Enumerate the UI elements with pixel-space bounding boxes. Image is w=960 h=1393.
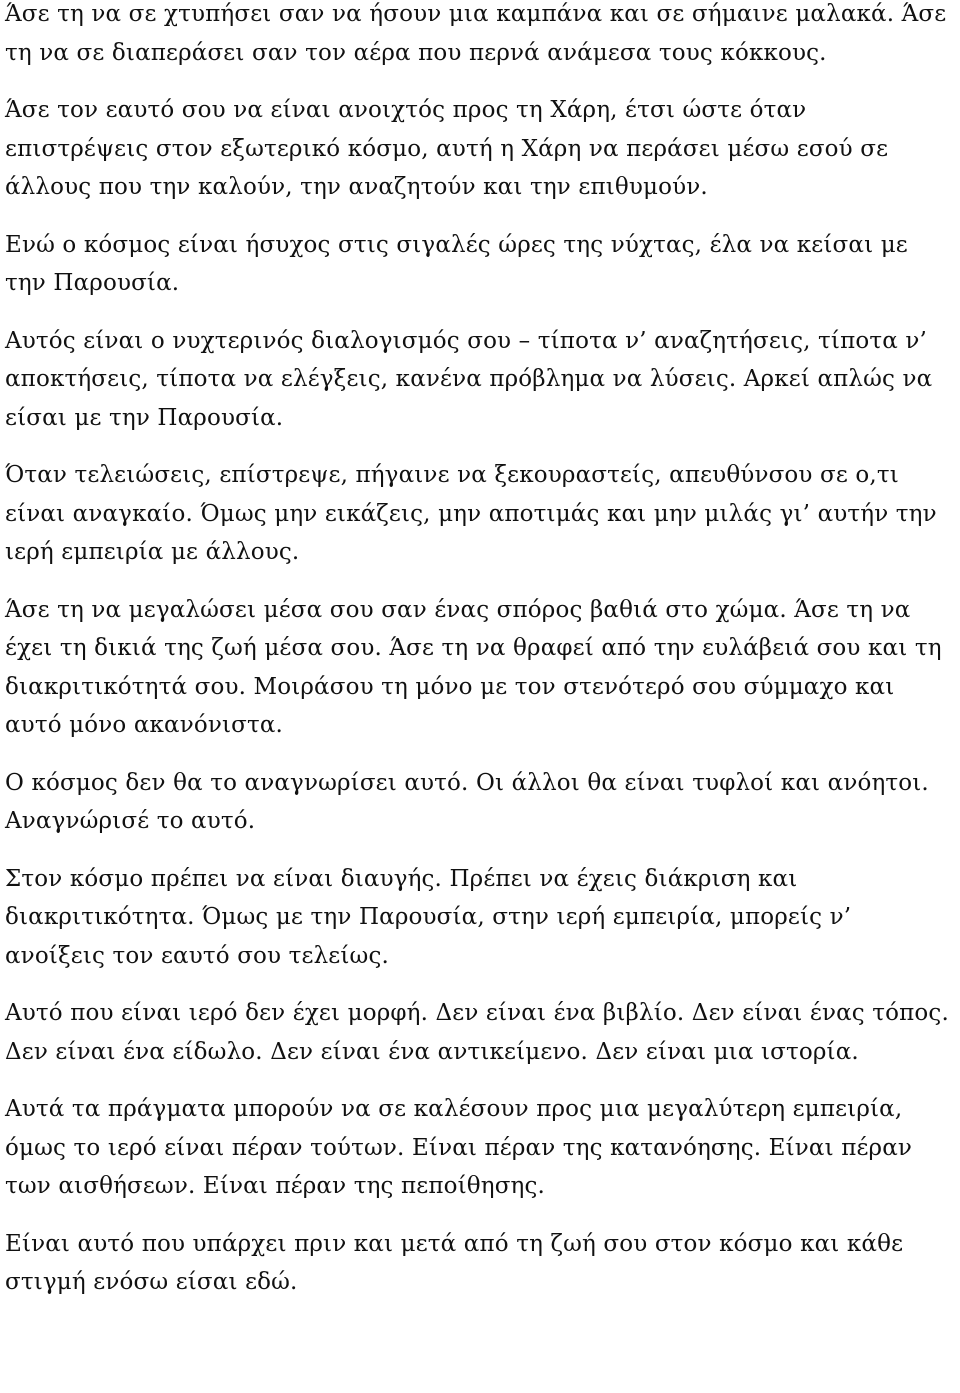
paragraph-night: Ενώ ο κόσμος είναι ήσυχος στις σιγαλές ώρες της νύχτας, έλα να κείσαι με την Παρουσία. — [5, 231, 908, 296]
paragraph-discernment: Στον κόσμο πρέπει να είναι διαυγής. Πρέπει να έχεις διάκριση και διακριτικότητα. Όμως με την Παρουσία, στην ιερή εμπειρία, μπορείς ν’ ανοίξεις τον εαυτό σου τελείως. — [5, 865, 852, 969]
paragraph-world: Ο κόσμος δεν θα το αναγνωρίσει αυτό. Οι άλλοι θα είναι τυφλοί και ανόητοι. Αναγνώρισέ το αυτό. — [5, 769, 929, 834]
paragraph-grace: Άσε τον εαυτό σου να είναι ανοιχτός προς τη Χάρη, έτσι ώστε όταν επιστρέψεις στον εξωτερικό κόσμο, αυτή η Χάρη να περάσει μέσω εσού σε άλλους που την καλούν, την αναζητούν και την επιθυμούν. — [5, 97, 889, 200]
document-body — [5, 0, 952, 1302]
paragraph-beyond: Αυτά τα πράγματα μπορούν να σε καλέσουν προς μια μεγαλύτερη εμπειρία, όμως το ιερό είναι πέραν τούτων. Είναι πέραν της κατανόησης. Είναι πέραν των αισθήσεων. Είναι πέραν της πεποίθησης. — [5, 1096, 913, 1199]
paragraph-always: Είναι αυτό που υπάρχει πριν και μετά από τη ζωή σου στον κόσμο και κάθε στιγμή ενόσω είσαι εδώ. — [5, 1230, 904, 1295]
paragraph-meditation: Αυτός είναι ο νυχτερινός διαλογισμός σου – τίποτα ν’ αναζητήσεις, τίποτα ν’ αποκτήσεις, τίποτα να ελέγξεις, κανένα πρόβλημα να λύσεις. Αρκεί απλώς να είσαι με την Παρουσία. — [5, 327, 933, 431]
paragraph-return: Όταν τελειώσεις, επίστρεψε, πήγαινε να ξεκουραστείς, απευθύνσου σε ο,τι είναι αναγκαίο. Όμως μην εικάζεις, μην αποτιμάς και μην μιλάς γι’ αυτήν την ιερή εμπειρία με άλλους. — [5, 462, 937, 565]
paragraph-bell: Άσε τη να σε χτυπήσει σαν να ήσουν μια καμπάνα και σε σήμαινε μαλακά. Άσε τη να σε διαπεράσει σαν τον αέρα που περνά ανάμεσα τους κόκκους. — [5, 1, 947, 66]
paragraph-seed: Άσε τη να μεγαλώσει μέσα σου σαν ένας σπόρος βαθιά στο χώμα. Άσε τη να έχει τη δικιά της ζωή μέσα σου. Άσε τη να θραφεί από την ευλάβειά σου και τη διακριτικότητά σου. Μοιράσου τη μόνο με τον στενότερό σου σύμμαχο και αυτό μόνο ακανόνιστα. — [5, 596, 942, 738]
paragraph-sacred-form: Αυτό που είναι ιερό δεν έχει μορφή. Δεν είναι ένα βιβλίο. Δεν είναι ένας τόπος. Δεν είναι ένα είδωλο. Δεν είναι ένα αντικείμενο. Δεν είναι μια ιστορία. — [5, 1000, 949, 1065]
